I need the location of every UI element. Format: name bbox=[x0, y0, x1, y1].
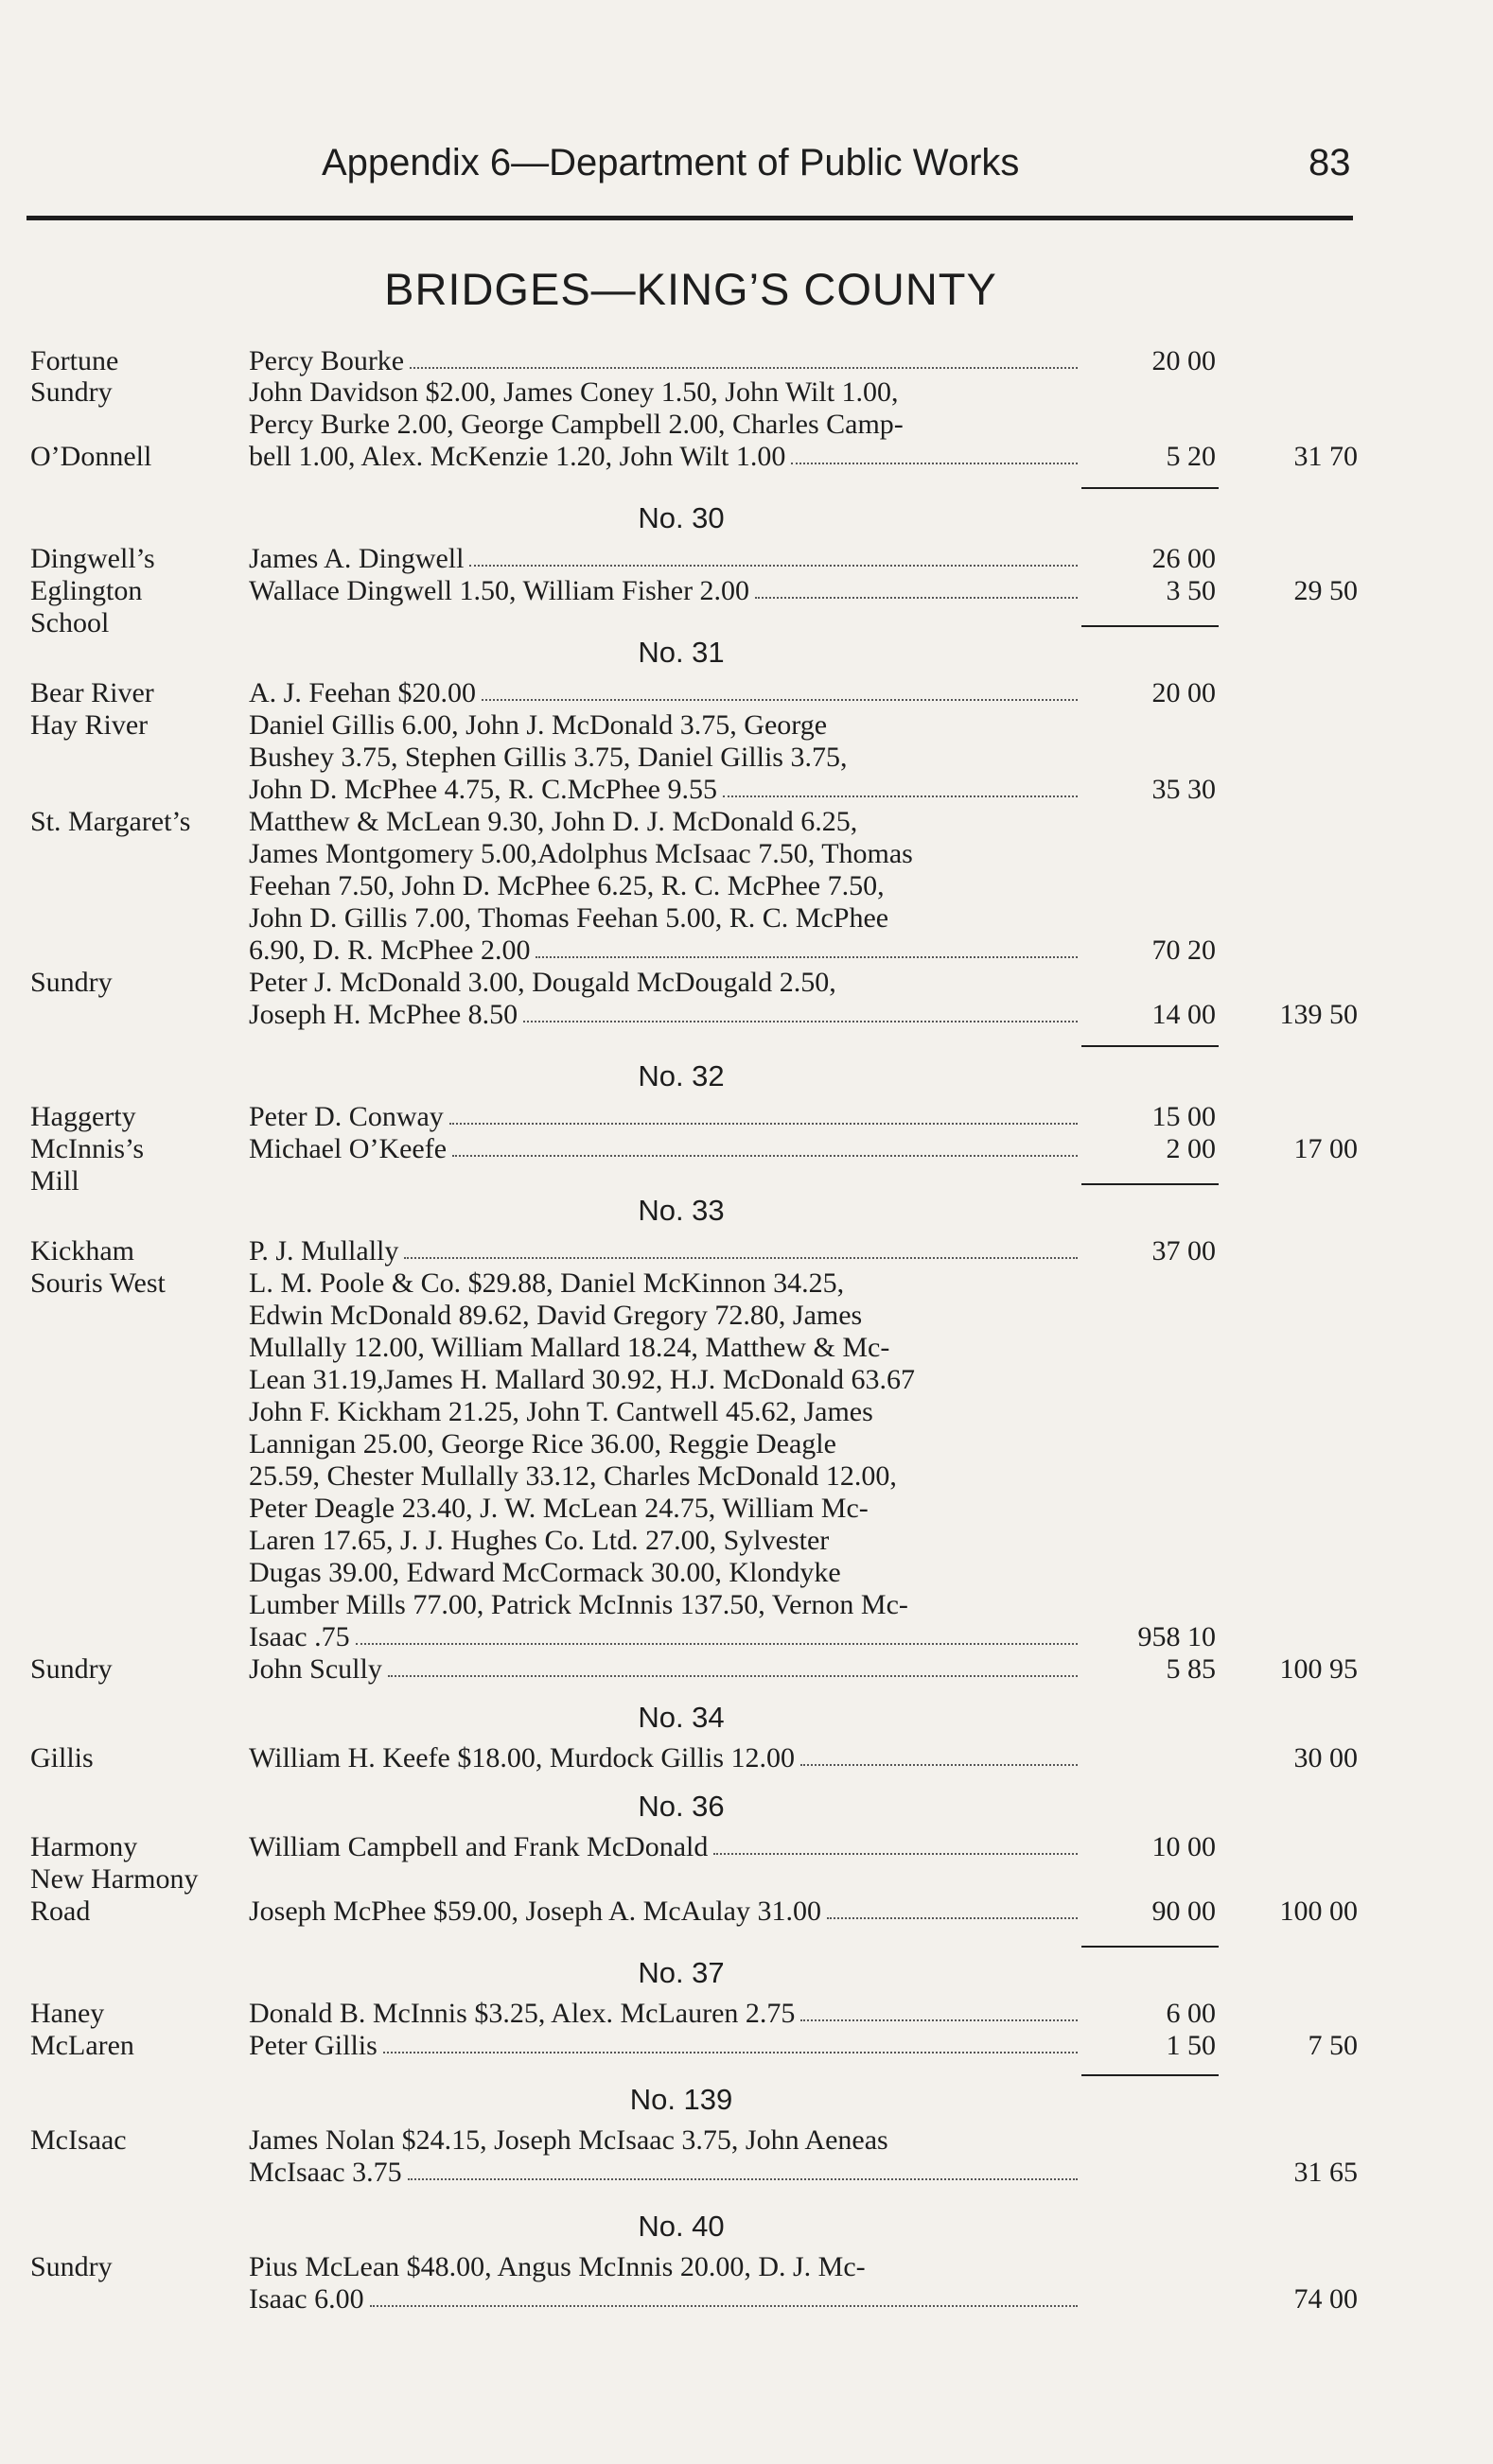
payee-description bbox=[249, 1428, 1081, 1460]
line-amount: 958 10 bbox=[1137, 1621, 1216, 1652]
payee-description bbox=[249, 2124, 1081, 2157]
section-total: 74 00 bbox=[1293, 2283, 1358, 2315]
payee-description bbox=[249, 543, 1081, 575]
payee-text: Pius McLean $48.00, Angus McInnis 20.00, D. J. Mc- bbox=[249, 2251, 866, 2282]
section-total: 100 95 bbox=[1279, 1653, 1358, 1685]
payee-text: Isaac .75 bbox=[249, 1621, 350, 1652]
place-name: Sundry bbox=[30, 967, 113, 998]
ledger-line bbox=[0, 543, 1493, 575]
subtotal-rule bbox=[1081, 2074, 1219, 2076]
ledger-line bbox=[0, 1165, 1493, 1197]
subtotal-rule bbox=[1081, 1045, 1219, 1047]
payee-text: McIsaac 3.75 bbox=[249, 2157, 402, 2188]
ledger-line bbox=[0, 376, 1493, 409]
ledger-line bbox=[0, 742, 1493, 774]
ledger-line bbox=[0, 902, 1493, 935]
payee-text: John Davidson $2.00, James Coney 1.50, John Wilt 1.00, bbox=[249, 376, 899, 408]
payee-description bbox=[249, 1493, 1081, 1525]
ledger-line bbox=[0, 2157, 1493, 2189]
payee-description bbox=[249, 1101, 1081, 1133]
place-name: St. Margaret’s bbox=[30, 806, 191, 837]
place-name: Haggerty bbox=[30, 1101, 136, 1132]
ledger-line bbox=[0, 1742, 1493, 1774]
place-name: Bear River bbox=[30, 677, 154, 708]
dot-leader bbox=[827, 1896, 1078, 1919]
ledger-line bbox=[0, 2283, 1493, 2315]
payee-text: Lannigan 25.00, George Rice 36.00, Reggie Deagle bbox=[249, 1428, 836, 1459]
place-name: Sundry bbox=[30, 2251, 113, 2282]
ledger-line bbox=[0, 1493, 1493, 1525]
payee-description bbox=[249, 1998, 1081, 2030]
page-title: BRIDGES—KING’S COUNTY bbox=[384, 264, 997, 314]
payee-text: Dugas 39.00, Edward McCormack 30.00, Klondyke bbox=[249, 1557, 841, 1588]
payee-description bbox=[249, 709, 1081, 742]
ledger-line bbox=[0, 1621, 1493, 1653]
payee-text: 6.90, D. R. McPhee 2.00 bbox=[249, 935, 531, 966]
payee-description bbox=[249, 1300, 1081, 1332]
payee-text: Daniel Gillis 6.00, John J. McDonald 3.75, George bbox=[249, 709, 828, 741]
section-heading: No. 36 bbox=[638, 1790, 725, 1823]
place-name: Souris West bbox=[30, 1267, 166, 1299]
place-name: Fortune bbox=[30, 345, 119, 376]
payee-text: Donald B. McInnis $3.25, Alex. McLauren 2.75 bbox=[249, 1998, 796, 2029]
payee-text: James A. Dingwell bbox=[249, 543, 465, 574]
payee-description bbox=[249, 1831, 1081, 1863]
place-name: Gillis bbox=[30, 1742, 94, 1774]
section-heading: No. 32 bbox=[638, 1059, 725, 1092]
ledger-line bbox=[0, 1332, 1493, 1364]
line-amount: 5 85 bbox=[1166, 1653, 1216, 1685]
ledger-line bbox=[0, 1428, 1493, 1460]
payee-description bbox=[249, 575, 1081, 607]
dot-leader bbox=[723, 774, 1078, 797]
payee-description bbox=[249, 2283, 1081, 2315]
place-name: Haney bbox=[30, 1998, 105, 2029]
payee-description bbox=[249, 870, 1081, 902]
ledger-line bbox=[0, 774, 1493, 806]
dot-leader bbox=[469, 543, 1078, 567]
section-heading: No. 139 bbox=[629, 2083, 733, 2116]
dot-leader bbox=[523, 999, 1078, 1022]
dot-leader bbox=[755, 575, 1078, 599]
payee-description bbox=[249, 1525, 1081, 1557]
line-amount: 70 20 bbox=[1151, 935, 1216, 966]
ledger-line bbox=[0, 441, 1493, 473]
ledger-line bbox=[0, 838, 1493, 870]
payee-description bbox=[249, 1332, 1081, 1364]
payee-text: William H. Keefe $18.00, Murdock Gillis 12.00 bbox=[249, 1742, 796, 1774]
payee-description bbox=[249, 999, 1081, 1031]
payee-text: Feehan 7.50, John D. McPhee 6.25, R. C. McPhee 7.50, bbox=[249, 870, 885, 901]
dot-leader bbox=[404, 1235, 1078, 1259]
ledger-line bbox=[0, 2124, 1493, 2157]
payee-description bbox=[249, 1460, 1081, 1493]
section-total: 30 00 bbox=[1293, 1742, 1358, 1774]
ledger-line bbox=[0, 677, 1493, 709]
dot-leader bbox=[388, 1653, 1078, 1677]
place-name: McIsaac bbox=[30, 2124, 127, 2156]
section-total: 31 65 bbox=[1293, 2157, 1358, 2188]
payee-text: Matthew & McLean 9.30, John D. J. McDonald 6.25, bbox=[249, 806, 858, 837]
payee-text: Peter D. Conway bbox=[249, 1101, 444, 1132]
place-name: Eglington bbox=[30, 575, 143, 606]
payee-description bbox=[249, 1896, 1081, 1928]
payee-description bbox=[249, 1653, 1081, 1686]
place-name: Dingwell’s bbox=[30, 543, 155, 574]
payee-description bbox=[249, 345, 1081, 377]
section-total: 100 00 bbox=[1279, 1896, 1358, 1927]
payee-text: John D. McPhee 4.75, R. C.McPhee 9.55 bbox=[249, 774, 717, 805]
ledger-line bbox=[0, 935, 1493, 967]
line-amount: 20 00 bbox=[1151, 677, 1216, 708]
dot-leader bbox=[408, 2157, 1078, 2180]
payee-description bbox=[249, 2251, 1081, 2283]
ledger-line bbox=[0, 2030, 1493, 2062]
dot-leader bbox=[713, 1831, 1078, 1855]
ledger-line bbox=[0, 1863, 1493, 1896]
place-name: Kickham bbox=[30, 1235, 134, 1267]
payee-text: John Scully bbox=[249, 1653, 382, 1685]
payee-description bbox=[249, 806, 1081, 838]
ledger-line bbox=[0, 1998, 1493, 2030]
payee-text: P. J. Mullally bbox=[249, 1235, 399, 1267]
payee-description bbox=[249, 1621, 1081, 1653]
payee-text: James Montgomery 5.00,Adolphus McIsaac 7.50, Thomas bbox=[249, 838, 913, 869]
section-heading: No. 40 bbox=[638, 2210, 725, 2243]
section-total: 139 50 bbox=[1279, 999, 1358, 1030]
header-rule bbox=[26, 216, 1353, 220]
dot-leader bbox=[791, 441, 1078, 464]
dot-leader bbox=[482, 677, 1078, 701]
place-name: Mill bbox=[30, 1165, 79, 1197]
place-name: McLaren bbox=[30, 2030, 134, 2061]
ledger-line bbox=[0, 345, 1493, 377]
line-amount: 37 00 bbox=[1151, 1235, 1216, 1267]
place-name: O’Donnell bbox=[30, 441, 152, 472]
place-name: Harmony bbox=[30, 1831, 138, 1862]
subtotal-rule bbox=[1081, 1946, 1219, 1948]
ledger-line bbox=[0, 1460, 1493, 1493]
dot-leader bbox=[370, 2283, 1078, 2307]
payee-text: Mullally 12.00, William Mallard 18.24, Matthew & Mc- bbox=[249, 1332, 890, 1363]
line-amount: 2 00 bbox=[1166, 1133, 1216, 1164]
ledger-line bbox=[0, 709, 1493, 742]
payee-text: Percy Burke 2.00, George Campbell 2.00, Charles Camp- bbox=[249, 409, 904, 440]
dot-leader bbox=[800, 1998, 1078, 2021]
ledger-line bbox=[0, 1525, 1493, 1557]
section-heading: No. 31 bbox=[638, 636, 725, 669]
page-number: 83 bbox=[1309, 142, 1351, 183]
payee-description bbox=[249, 441, 1081, 473]
payee-text: John F. Kickham 21.25, John T. Cantwell 45.62, James bbox=[249, 1396, 873, 1427]
payee-description bbox=[249, 1364, 1081, 1396]
payee-text: Lumber Mills 77.00, Patrick McInnis 137.50, Vernon Mc- bbox=[249, 1589, 908, 1620]
payee-description bbox=[249, 1557, 1081, 1589]
payee-text: Joseph H. McPhee 8.50 bbox=[249, 999, 518, 1030]
payee-text: A. J. Feehan $20.00 bbox=[249, 677, 476, 708]
place-name: McInnis’s bbox=[30, 1133, 144, 1164]
payee-text: 25.59, Chester Mullally 33.12, Charles McDonald 12.00, bbox=[249, 1460, 897, 1492]
payee-description bbox=[249, 1396, 1081, 1428]
ledger-line bbox=[0, 1133, 1493, 1165]
payee-text: William Campbell and Frank McDonald bbox=[249, 1831, 709, 1862]
ledger-line bbox=[0, 409, 1493, 441]
payee-description bbox=[249, 1589, 1081, 1621]
line-amount: 20 00 bbox=[1151, 345, 1216, 376]
section-heading: No. 37 bbox=[638, 1956, 725, 1989]
payee-description bbox=[249, 967, 1081, 999]
payee-description bbox=[249, 2030, 1081, 2062]
section-heading: No. 34 bbox=[638, 1701, 725, 1734]
payee-text: Bushey 3.75, Stephen Gillis 3.75, Daniel Gillis 3.75, bbox=[249, 742, 848, 773]
running-header-title: Appendix 6—Department of Public Works bbox=[322, 142, 1020, 183]
dot-leader bbox=[410, 345, 1078, 369]
place-name: New Harmony bbox=[30, 1863, 199, 1895]
line-amount: 10 00 bbox=[1151, 1831, 1216, 1862]
payee-text: bell 1.00, Alex. McKenzie 1.20, John Wilt 1.00 bbox=[249, 441, 786, 472]
payee-description bbox=[249, 838, 1081, 870]
payee-description bbox=[249, 1267, 1081, 1300]
payee-description bbox=[249, 409, 1081, 441]
payee-text: Peter Deagle 23.40, J. W. McLean 24.75, William Mc- bbox=[249, 1493, 869, 1524]
payee-text: Percy Bourke bbox=[249, 345, 405, 376]
payee-text: Joseph McPhee $59.00, Joseph A. McAulay 31.00 bbox=[249, 1896, 821, 1927]
ledger-line bbox=[0, 1557, 1493, 1589]
ledger-line bbox=[0, 1589, 1493, 1621]
place-name: Hay River bbox=[30, 709, 149, 741]
ledger-line bbox=[0, 806, 1493, 838]
ledger-line bbox=[0, 870, 1493, 902]
ledger-line bbox=[0, 1267, 1493, 1300]
subtotal-rule bbox=[1081, 487, 1219, 489]
ledger-line bbox=[0, 1396, 1493, 1428]
payee-text: John D. Gillis 7.00, Thomas Feehan 5.00, R. C. McPhee bbox=[249, 902, 889, 934]
dot-leader bbox=[449, 1101, 1078, 1125]
section-heading: No. 30 bbox=[638, 501, 725, 534]
line-amount: 35 30 bbox=[1151, 774, 1216, 805]
payee-text: Lean 31.19,James H. Mallard 30.92, H.J. McDonald 63.67 bbox=[249, 1364, 916, 1395]
place-name: School bbox=[30, 607, 110, 638]
payee-description bbox=[249, 742, 1081, 774]
payee-description bbox=[249, 677, 1081, 709]
payee-text: Laren 17.65, J. J. Hughes Co. Ltd. 27.00, Sylvester bbox=[249, 1525, 830, 1556]
payee-text: Peter J. McDonald 3.00, Dougald McDougald 2.50, bbox=[249, 967, 836, 998]
place-name: Sundry bbox=[30, 376, 113, 408]
ledger-line bbox=[0, 2251, 1493, 2283]
dot-leader bbox=[452, 1133, 1078, 1157]
ledger-line bbox=[0, 1831, 1493, 1863]
payee-text: Michael O’Keefe bbox=[249, 1133, 448, 1164]
payee-description bbox=[249, 1742, 1081, 1774]
section-total: 17 00 bbox=[1293, 1133, 1358, 1164]
ledger-line bbox=[0, 999, 1493, 1031]
payee-description bbox=[249, 1235, 1081, 1267]
ledger-line bbox=[0, 1653, 1493, 1686]
payee-text: Edwin McDonald 89.62, David Gregory 72.80, James bbox=[249, 1300, 863, 1331]
running-header bbox=[0, 142, 1493, 199]
ledger-line bbox=[0, 1300, 1493, 1332]
place-name: Sundry bbox=[30, 1653, 113, 1685]
section-heading: No. 33 bbox=[638, 1194, 725, 1227]
place-name: Road bbox=[30, 1896, 91, 1927]
line-amount: 26 00 bbox=[1151, 543, 1216, 574]
ledger-line bbox=[0, 607, 1493, 639]
payee-text: Isaac 6.00 bbox=[249, 2283, 364, 2315]
line-amount: 6 00 bbox=[1166, 1998, 1216, 2029]
payee-description bbox=[249, 774, 1081, 806]
payee-description bbox=[249, 902, 1081, 935]
line-amount: 3 50 bbox=[1166, 575, 1216, 606]
section-total: 29 50 bbox=[1293, 575, 1358, 606]
dot-leader bbox=[356, 1621, 1078, 1645]
line-amount: 90 00 bbox=[1151, 1896, 1216, 1927]
payee-text: Peter Gillis bbox=[249, 2030, 378, 2061]
line-amount: 1 50 bbox=[1166, 2030, 1216, 2061]
ledger-line bbox=[0, 967, 1493, 999]
line-amount: 14 00 bbox=[1151, 999, 1216, 1030]
ledger-line bbox=[0, 575, 1493, 607]
dot-leader bbox=[383, 2030, 1078, 2053]
ledger-line bbox=[0, 1896, 1493, 1928]
payee-text: Wallace Dingwell 1.50, William Fisher 2.00 bbox=[249, 575, 750, 606]
dot-leader bbox=[800, 1742, 1078, 1766]
payee-description bbox=[249, 376, 1081, 409]
line-amount: 5 20 bbox=[1166, 441, 1216, 472]
payee-description bbox=[249, 2157, 1081, 2189]
payee-text: James Nolan $24.15, Joseph McIsaac 3.75, John Aeneas bbox=[249, 2124, 888, 2156]
line-amount: 15 00 bbox=[1151, 1101, 1216, 1132]
ledger-line bbox=[0, 1364, 1493, 1396]
ledger-line bbox=[0, 1101, 1493, 1133]
payee-description bbox=[249, 935, 1081, 967]
section-total: 7 50 bbox=[1308, 2030, 1358, 2061]
payee-description bbox=[249, 1133, 1081, 1165]
section-total: 31 70 bbox=[1293, 441, 1358, 472]
dot-leader bbox=[536, 935, 1078, 958]
payee-text: L. M. Poole & Co. $29.88, Daniel McKinnon 34.25, bbox=[249, 1267, 845, 1299]
ledger-line bbox=[0, 1235, 1493, 1267]
